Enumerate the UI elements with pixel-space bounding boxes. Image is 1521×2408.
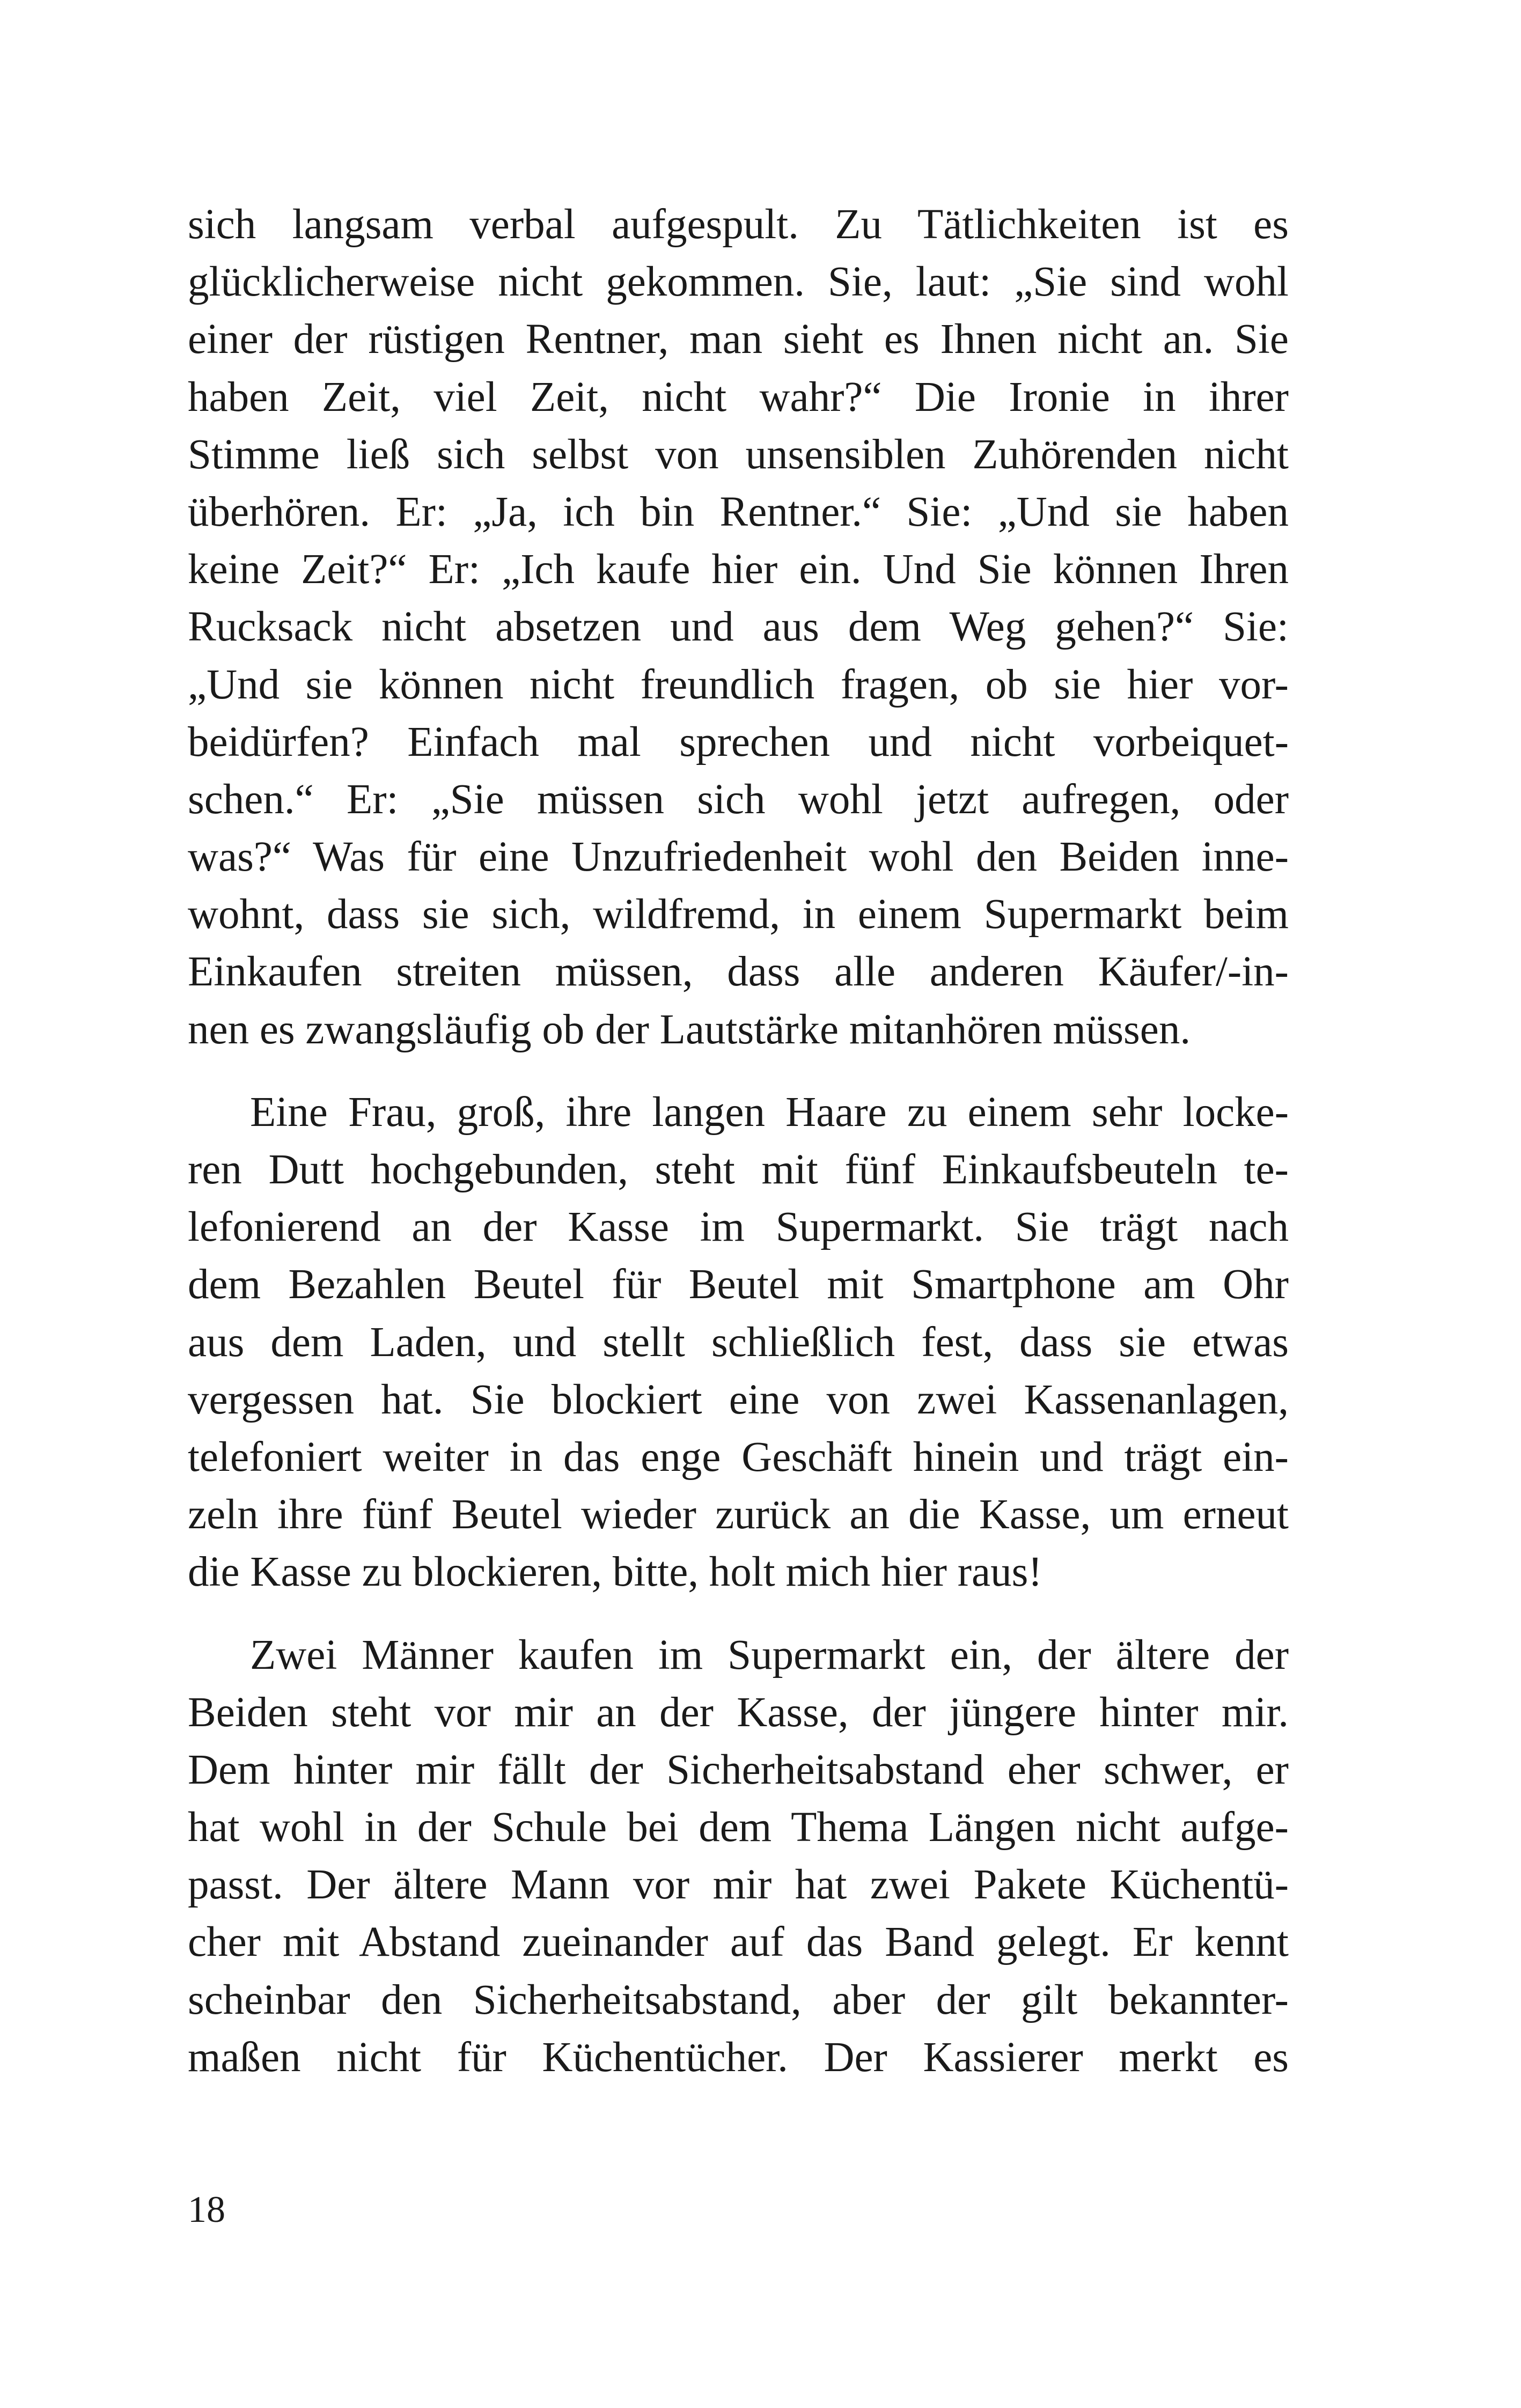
text-line: Zwei Männer kaufen im Supermarkt ein, der ältere der <box>250 1631 1289 1678</box>
text-line: telefoniert weiter in das enge Geschäft hinein und trägt ein- <box>188 1433 1289 1481</box>
page-number: 18 <box>188 2189 225 2230</box>
text-line: wohnt, dass sie sich, wildfremd, in einem Supermarkt beim <box>188 891 1289 938</box>
text-line: sich langsam verbal aufgespult. Zu Tätlichkeiten ist es <box>188 201 1289 248</box>
text-line: schen.“ Er: „Sie müssen sich wohl jetzt aufregen, oder <box>188 776 1289 823</box>
text-line: die Kasse zu blockieren, bitte, holt mich hier raus! <box>188 1549 1042 1596</box>
text-line: ren Dutt hochgebunden, steht mit fünf Einkaufsbeuteln te- <box>188 1146 1289 1193</box>
text-line: vergessen hat. Sie blockiert eine von zwei Kassenanlagen, <box>188 1376 1289 1423</box>
text-line: dem Bezahlen Beutel für Beutel mit Smartphone am Ohr <box>188 1261 1289 1308</box>
paragraph-2 <box>188 1084 1289 1601</box>
text-line: nen es zwangsläufig ob der Lautstärke mitanhören müssen. <box>188 1006 1191 1053</box>
text-line: Beiden steht vor mir an der Kasse, der jüngere hinter mir. <box>188 1689 1289 1736</box>
text-line: lefonierend an der Kasse im Supermarkt. Sie trägt nach <box>188 1204 1289 1251</box>
text-line: was?“ Was für eine Unzufriedenheit wohl den Beiden inne- <box>188 834 1289 881</box>
body-text <box>188 196 1289 2086</box>
text-line: aus dem Laden, und stellt schließlich fest, dass sie etwas <box>188 1319 1289 1366</box>
paragraph-3 <box>188 1626 1289 2087</box>
text-line: haben Zeit, viel Zeit, nicht wahr?“ Die Ironie in ihrer <box>188 373 1289 421</box>
text-line: einer der rüstigen Rentner, man sieht es Ihnen nicht an. Sie <box>188 316 1289 363</box>
text-line: Stimme ließ sich selbst von unsensiblen Zuhörenden nicht <box>188 431 1289 478</box>
text-line: überhören. Er: „Ja, ich bin Rentner.“ Sie: „Und sie haben <box>188 488 1289 535</box>
text-line: passt. Der ältere Mann vor mir hat zwei Pakete Küchentü- <box>188 1861 1289 1909</box>
text-line: zeln ihre fünf Beutel wieder zurück an die Kasse, um erneut <box>188 1491 1289 1538</box>
text-line: hat wohl in der Schule bei dem Thema Längen nicht aufge- <box>188 1804 1289 1851</box>
text-line: Rucksack nicht absetzen und aus dem Weg gehen?“ Sie: <box>188 603 1289 651</box>
text-line: maßen nicht für Küchentücher. Der Kassierer merkt es <box>188 2034 1289 2081</box>
text-line: Dem hinter mir fällt der Sicherheitsabstand eher schwer, er <box>188 1746 1289 1793</box>
text-line: scheinbar den Sicherheitsabstand, aber der gilt bekannter- <box>188 1976 1289 2023</box>
paragraph-1 <box>188 196 1289 1058</box>
text-line: keine Zeit?“ Er: „Ich kaufe hier ein. Und Sie können Ihren <box>188 546 1289 593</box>
text-line: „Und sie können nicht freundlich fragen, ob sie hier vor- <box>188 661 1289 708</box>
text-line: beidürfen? Einfach mal sprechen und nicht vorbeiquet- <box>188 718 1289 765</box>
text-line: Eine Frau, groß, ihre langen Haare zu einem sehr locke- <box>250 1088 1289 1136</box>
text-line: cher mit Abstand zueinander auf das Band gelegt. Er kennt <box>188 1919 1289 1966</box>
text-line: glücklicherweise nicht gekommen. Sie, laut: „Sie sind wohl <box>188 259 1289 306</box>
text-line: Einkaufen streiten müssen, dass alle anderen Käufer/-in- <box>188 948 1289 996</box>
